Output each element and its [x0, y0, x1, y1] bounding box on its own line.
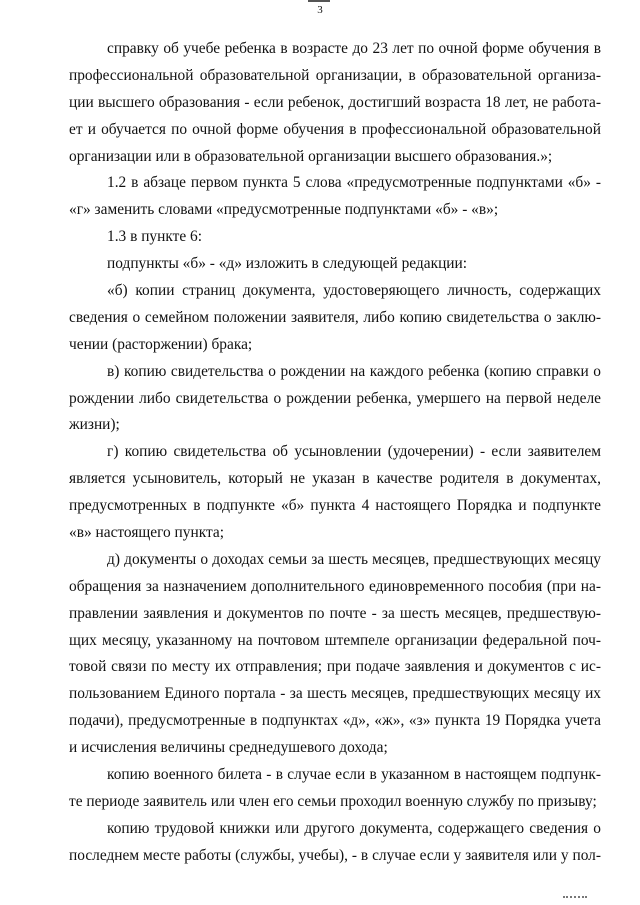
text-line: профессиональной образовательной организации, в образовательной организа- — [69, 66, 601, 84]
text-line: подпункты «б» - «д» изложить в следующей редакции: — [107, 255, 468, 273]
text-line: чении (расторжении) брака; — [69, 335, 253, 353]
scan-artifact-bottom — [563, 896, 587, 900]
text-line: г) копию свидетельства об усыновлении (удочерении) - если заявителем — [107, 443, 601, 461]
page-number: 3 — [317, 4, 323, 16]
text-line: жизни); — [69, 416, 120, 434]
text-line: 1.2 в абзаце первом пункта 5 слова «предусмотренные подпунктами «б» - — [107, 174, 601, 192]
text-line: д) документы о доходах семьи за шесть месяцев, предшествующих месяцу — [107, 550, 601, 568]
text-line: ции высшего образования - если ребенок, достигший возраста 18 лет, не работа- — [69, 93, 601, 111]
text-line: пользованием Единого портала - за шесть месяцев, предшествующих месяцу их — [69, 685, 601, 703]
text-line: правлении заявления и документов по почте - за шесть месяцев, предшествую- — [69, 604, 601, 622]
text-line: «в» настоящего пункта; — [69, 524, 225, 542]
text-line: рождении либо свидетельства о рождении ребенка, умершего на первой неделе — [69, 389, 601, 407]
text-line: «б) копии страниц документа, удостоверяющего личность, содержащих — [107, 282, 601, 300]
text-line: те периоде заявитель или член его семьи проходил военную службу по призыву; — [69, 792, 597, 810]
scan-artifact-top — [308, 0, 330, 2]
text-line: справку об учебе ребенка в возрасте до 23 лет по очной форме обучения в — [107, 40, 601, 57]
text-line: является усыновитель, который не указан в качестве родителя в документах, — [69, 470, 601, 488]
text-line: товой связи по месту их отправления; при подаче заявления и документов с ис- — [69, 658, 601, 676]
text-line: в) копию свидетельства о рождении на каждого ребенка (копию справки о — [107, 362, 601, 380]
text-line: копию военного билета - в случае если в указанном в настоящем подпунк- — [107, 766, 601, 784]
text-line: сведения о семейном положении заявителя, либо копию свидетельства о заклю- — [69, 308, 601, 326]
text-line: «г» заменить словами «предусмотренные подпунктами «б» - «в»; — [69, 201, 499, 219]
text-line: подачи), предусмотренные в подпунктах «д», «ж», «з» пункта 19 Порядка учета — [69, 712, 601, 730]
text-line: копию трудовой книжки или другого документа, содержащего сведения о — [107, 819, 601, 837]
text-line: и исчисления величины среднедушевого дохода; — [69, 739, 388, 757]
body-text — [69, 36, 601, 870]
text-line: обращения за назначением дополнительного единовременного пособия (при на- — [69, 577, 601, 595]
text-line: 1.3 в пункте 6: — [107, 228, 203, 246]
text-line: ет и обучается по очной форме обучения в профессиональной образовательной — [69, 120, 601, 138]
text-line: предусмотренных в подпункте «б» пункта 4 настоящего Порядка и подпункте — [69, 497, 601, 515]
text-line: последнем месте работы (службы, учебы), - в случае если у заявителя или у пол- — [69, 846, 601, 864]
text-line: щих месяцу, указанному на почтовом штемпеле организации федеральной поч- — [69, 631, 601, 649]
text-line: организации или в образовательной организации высшего образования.»; — [69, 147, 553, 165]
